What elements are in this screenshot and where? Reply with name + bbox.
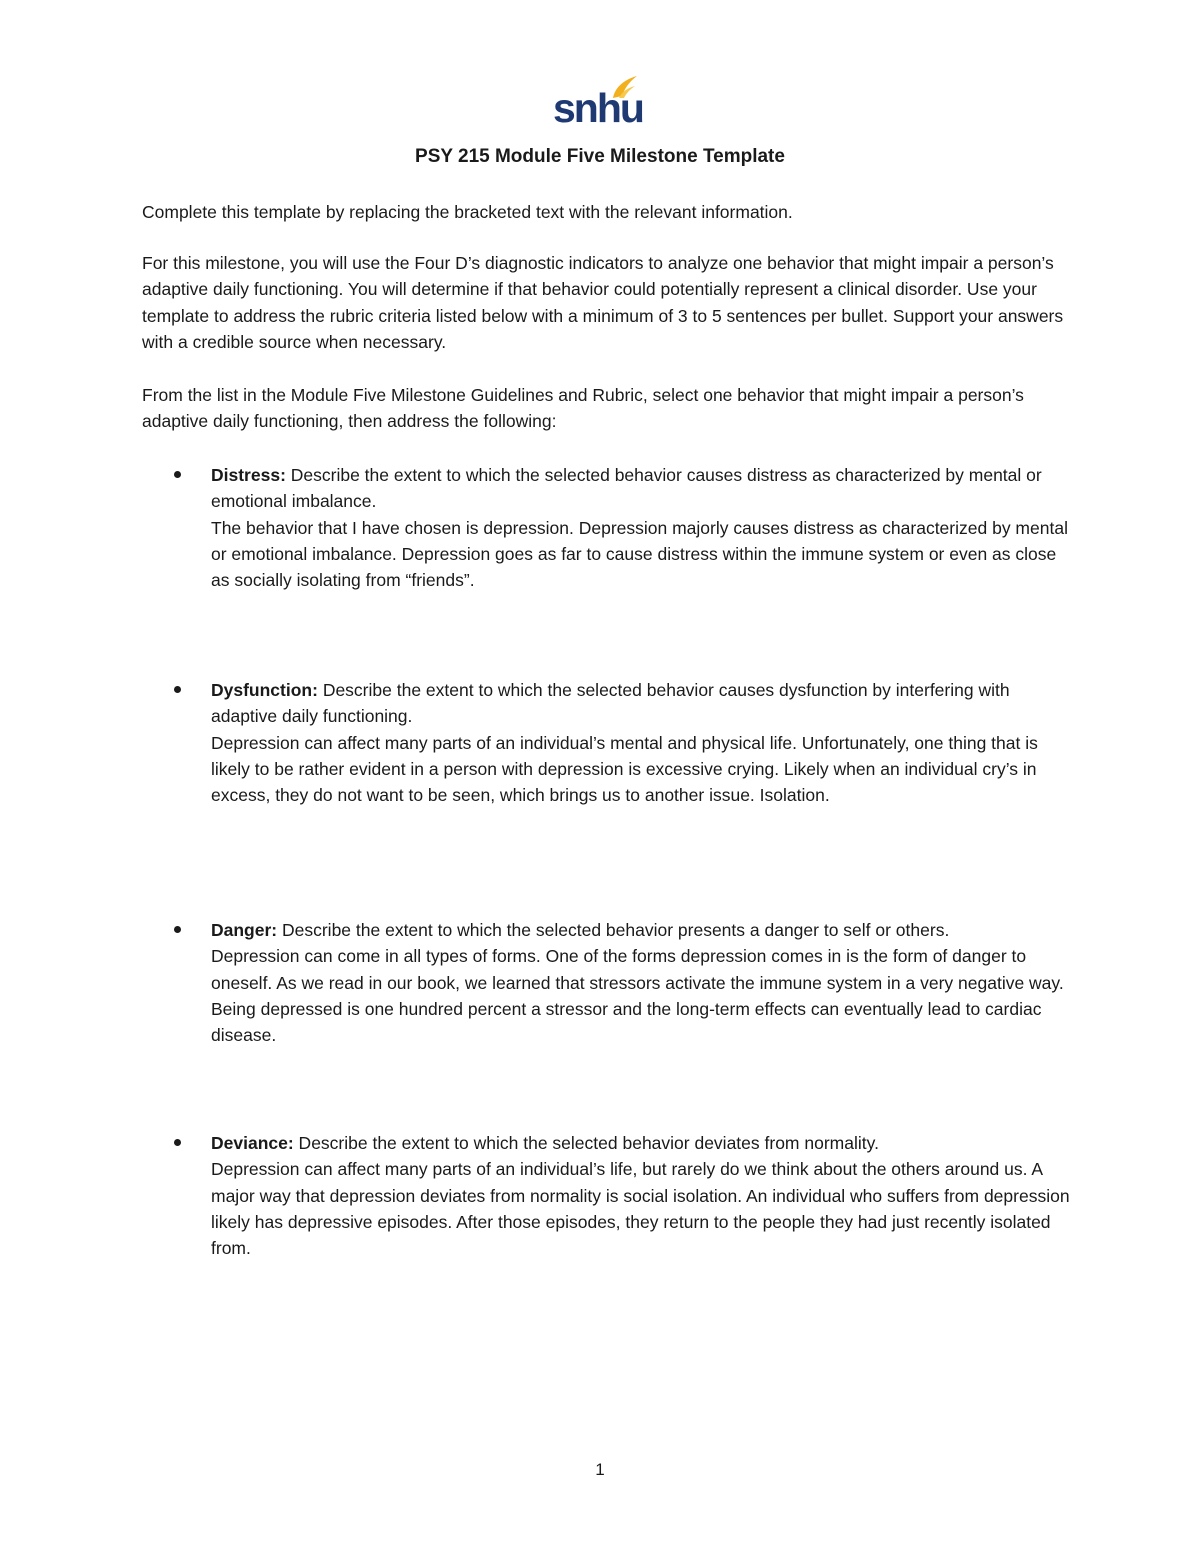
bullet-icon bbox=[174, 686, 181, 693]
instruction-paragraph: Complete this template by replacing the bracketed text with the relevant information. bbox=[142, 202, 793, 222]
bullet-icon bbox=[174, 1139, 181, 1146]
item-answer: Depression can come in all types of forms. One of the forms depression comes in is the form of danger to oneself. As we read in our book, we learned that stressors activate the immune system in a very negative way. Being depressed is one hundred percent a stressor and the long-term effects can eventually lead to cardiac disease. bbox=[211, 946, 1064, 1046]
page-number: 1 bbox=[595, 1460, 605, 1479]
item-term: Danger: bbox=[211, 920, 278, 940]
item-prompt: Describe the extent to which the selected behavior presents a danger to self or others. bbox=[277, 920, 950, 940]
item-answer: Depression can affect many parts of an individual’s life, but rarely do we think about the others around us. A major way that depression deviates from normality is social isolation. An individual who suffers from depression likely has depressive episodes. After those episodes, they return to the people they had just recently isolated from. bbox=[211, 1159, 1070, 1259]
item-answer: Depression can affect many parts of an individual’s mental and physical life. Unfortunately, one thing that is likely to be rather evident in a person with depression is excessive crying. Likely when an individual cry’s in excess, they do not want to be seen, which brings us to another issue. Isolation. bbox=[211, 732, 1038, 806]
item-term: Dysfunction: bbox=[211, 680, 318, 700]
description-paragraph: For this milestone, you will use the Four D’s diagnostic indicators to analyze one behavior that might impair a person’s adaptive daily functioning. You will determine if that behavior could potentially represent a clinical disorder. Use your template to address the rubric criteria listed below with a minimum of 3 to 5 sentences per bullet. Support your answers with a credible source when necessary. bbox=[142, 253, 1064, 352]
item-prompt: Describe the extent to which the selected behavior causes distress as characterized by mental or emotional imbalance. bbox=[211, 465, 1042, 512]
selection-paragraph: From the list in the Module Five Milestone Guidelines and Rubric, select one behavior that might impair a person’s adaptive daily functioning, then address the following: bbox=[142, 385, 1024, 432]
item-answer: The behavior that I have chosen is depression. Depression majorly causes distress as characterized by mental or emotional imbalance. Depression goes as far to cause distress within the immune system or even as close as socially isolating from “friends”. bbox=[211, 517, 1068, 591]
item-prompt: Describe the extent to which the selected behavior causes dysfunction by interfering with adaptive daily functioning. bbox=[211, 680, 1010, 727]
logo-text: snhu bbox=[553, 85, 643, 131]
bullet-icon bbox=[174, 926, 181, 933]
item-term: Distress: bbox=[211, 465, 286, 485]
list-item-dysfunction bbox=[211, 677, 1071, 808]
list-item-danger bbox=[211, 917, 1071, 1048]
item-term: Deviance: bbox=[211, 1133, 294, 1153]
list-item-deviance bbox=[211, 1130, 1071, 1261]
item-prompt: Describe the extent to which the selected behavior deviates from normality. bbox=[293, 1133, 879, 1153]
document-title: PSY 215 Module Five Milestone Template bbox=[415, 146, 785, 167]
list-item-distress bbox=[211, 462, 1071, 593]
bullet-icon bbox=[174, 471, 181, 478]
snhu-logo bbox=[553, 74, 641, 132]
